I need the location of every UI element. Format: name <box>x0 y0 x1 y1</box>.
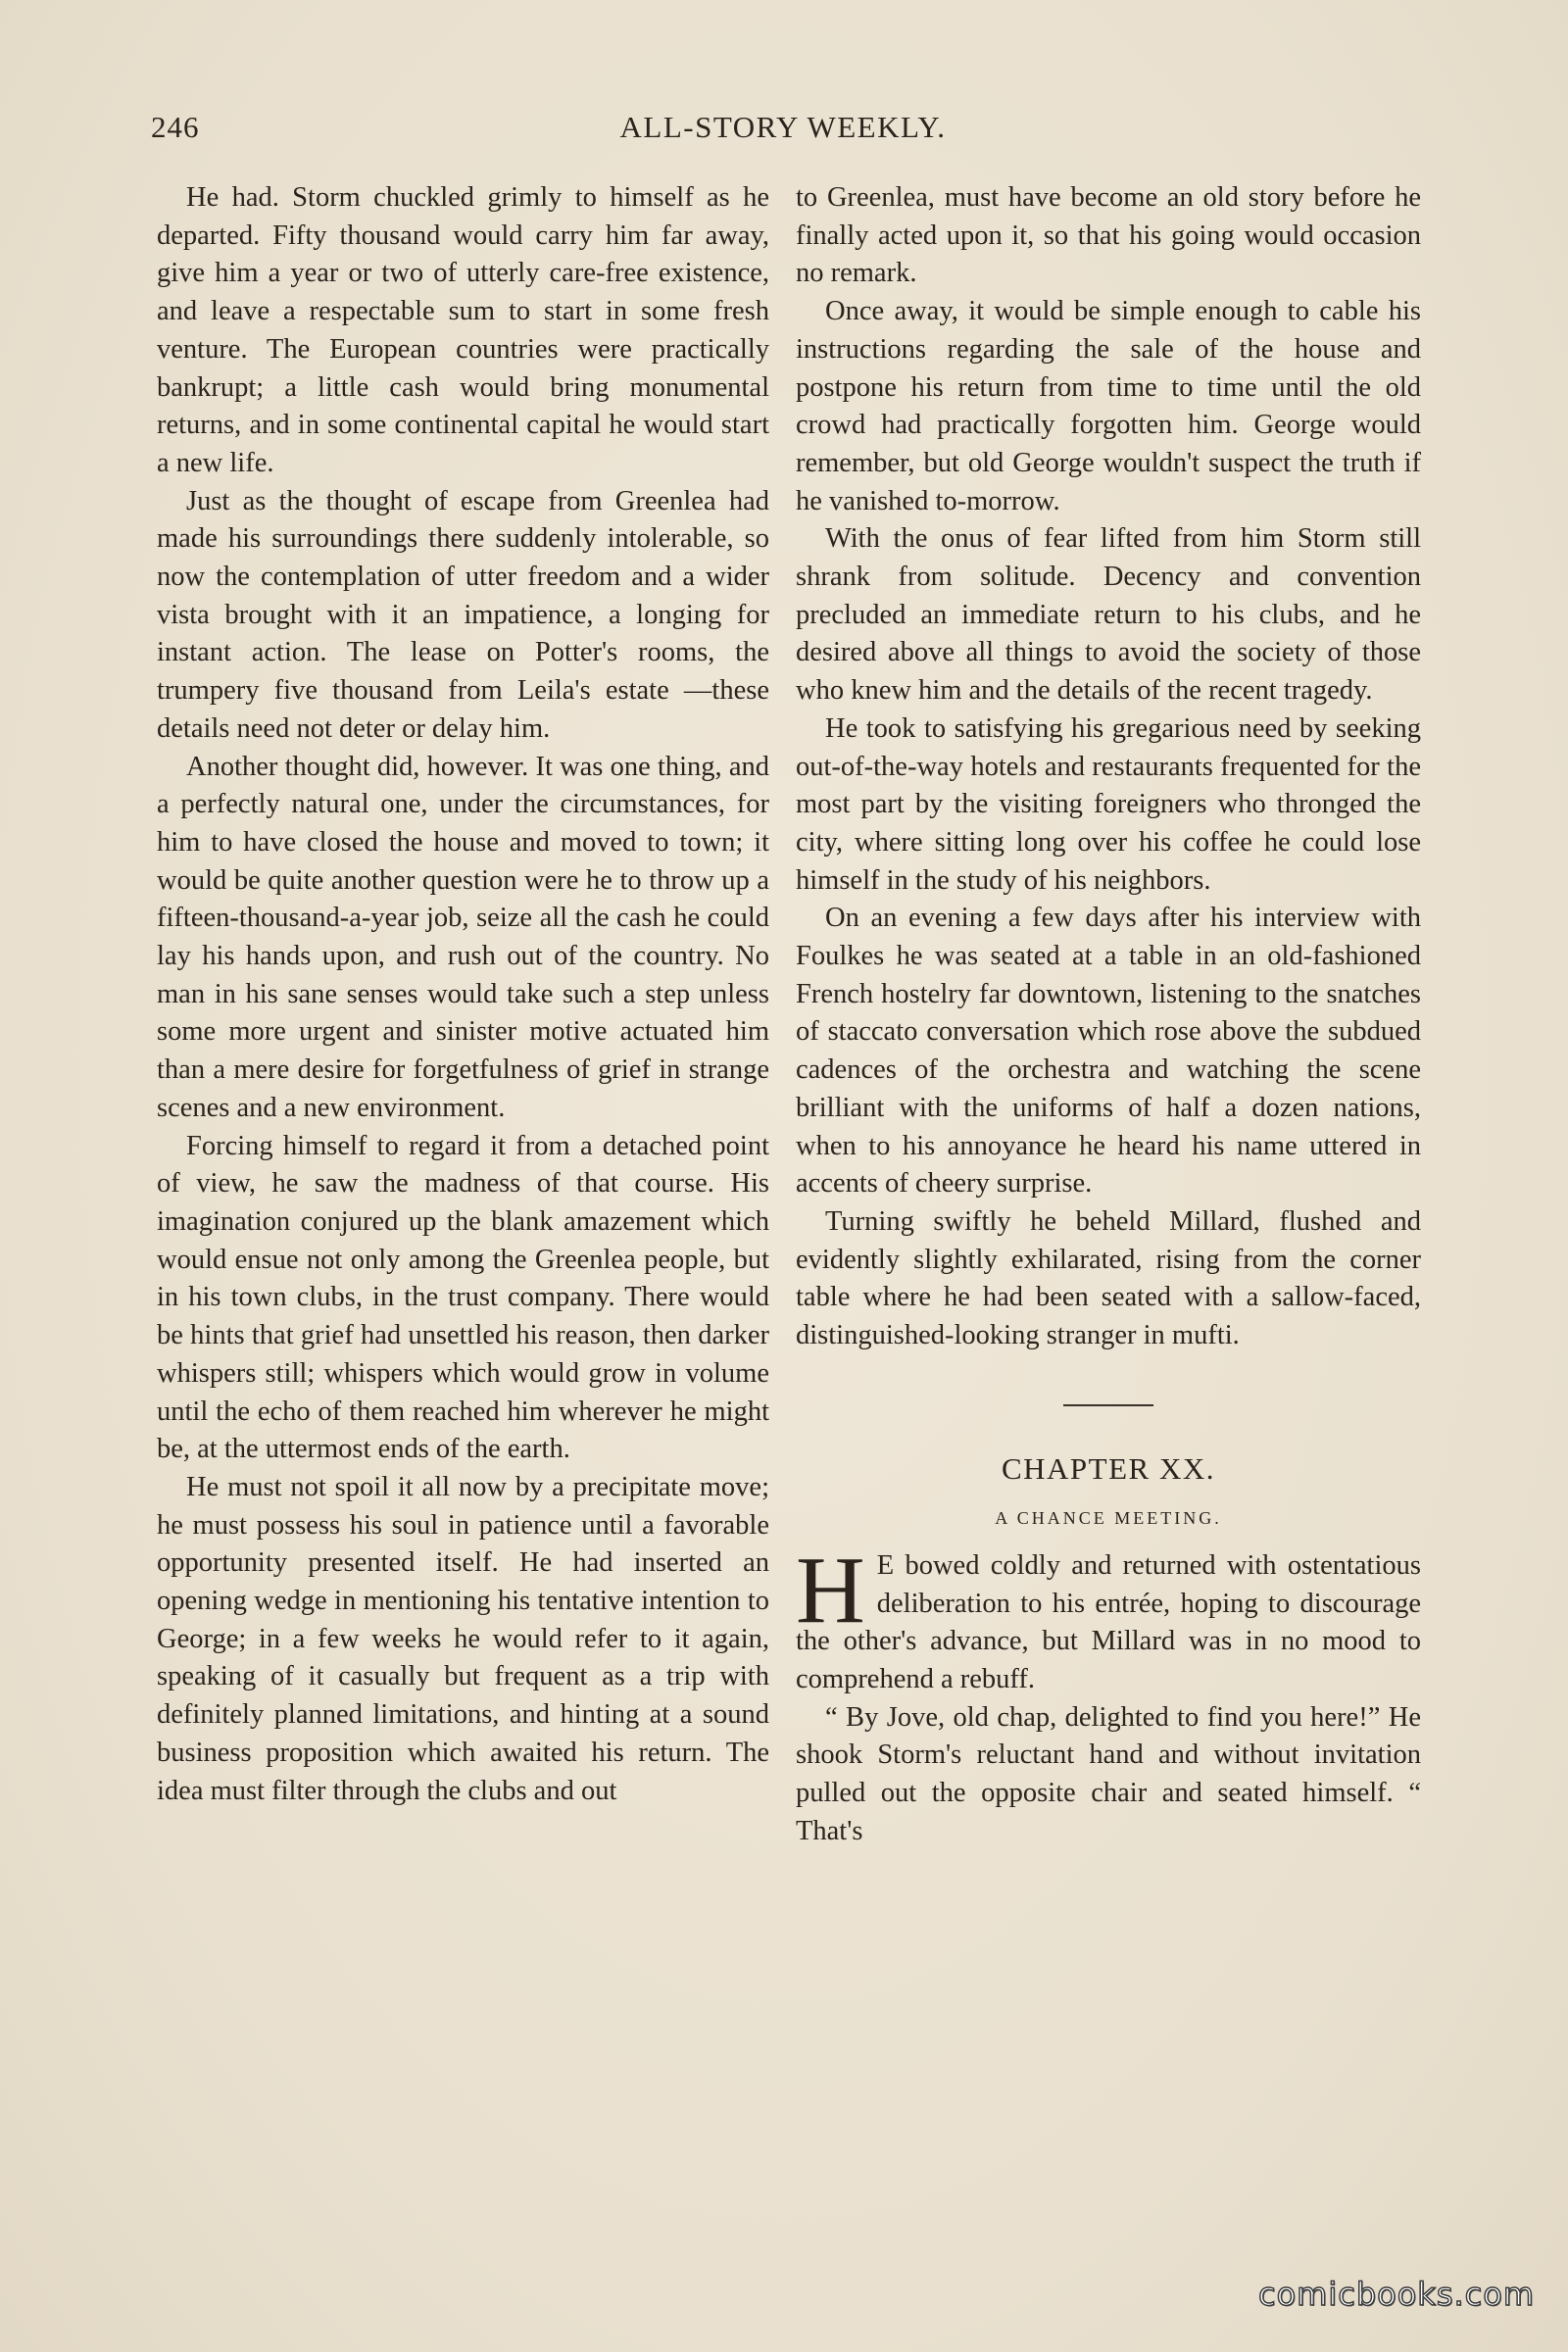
paragraph: He had. Storm chuckled grimly to himself as he departed. Fifty thousand would carry him far away, give him a year or two of utterly care-free existence, and leave a respectable sum to start in some fresh venture. The European countries were practically bankrupt; a little cash would bring monumental returns, and in some continental capital he would start a new life. <box>157 182 769 478</box>
section-divider <box>1063 1404 1153 1406</box>
chapter-opening-text: E bowed coldly and returned with ostentatious deliberation to his entrée, hoping to discourage the other's advance, but Millard was in no mood to comprehend a rebuff. <box>796 1549 1421 1694</box>
running-title: ALL-STORY WEEKLY. <box>619 110 947 144</box>
chapter-title: CHAPTER XX. <box>1001 1450 1215 1486</box>
chapter-subtitle: A CHANCE MEETING. <box>995 1507 1222 1528</box>
paragraph: Just as the thought of escape from Greenlea had made his surroundings there suddenly intolerable, so now the contemplation of utter freedom and a wider vista brought with it an impatience, a longing for instant action. The lease on Potter's rooms, the trumpery five thousand from Leila's estate —these details need not deter or delay him. <box>157 485 769 744</box>
drop-cap: H <box>796 1537 865 1643</box>
paragraph: to Greenlea, must have become an old story before he finally acted upon it, so that his going would occasion no remark. <box>796 182 1421 289</box>
right-column <box>796 179 1421 1850</box>
page-number: 246 <box>151 110 200 144</box>
paragraph: Forcing himself to regard it from a detached point of view, he saw the madness of that course. His imagination conjured up the blank amazement which would ensue not only among the Greenlea people, but in his town clubs, in the trust company. There would be hints that grief had unsettled his reason, then darker whispers still; whispers which would grow in volume until the echo of them reached him wherever he might be, at the uttermost ends of the earth. <box>157 1130 769 1465</box>
paragraph: “ By Jove, old chap, delighted to find you here!” He shook Storm's reluctant hand and without invitation pulled out the opposite chair and seated himself. “ That's <box>796 1701 1421 1846</box>
page-header <box>151 110 1415 159</box>
paragraph: Once away, it would be simple enough to cable his instructions regarding the sale of the house and postpone his return from time to time until the old crowd had practically forgotten him. George would remember, but old George wouldn't suspect the truth if he vanished to-morrow. <box>796 296 1421 516</box>
paragraph: With the onus of fear lifted from him Storm still shrank from solitude. Decency and convention precluded an immediate return to his clubs, and he desired above all things to avoid the society of those who knew him and the details of the recent tragedy. <box>796 523 1421 707</box>
paragraph: He took to satisfying his gregarious need by seeking out-of-the-way hotels and restaurants frequented for the most part by the visiting foreigners who thronged the city, where sitting long over his coffee he could lose himself in the study of his neighbors. <box>796 712 1421 896</box>
watermark-logo: comicbooks.com <box>1257 2276 1535 2313</box>
paragraph: He must not spoil it all now by a precipitate move; he must possess his soul in patience until a favorable opportunity presented itself. He had inserted an opening wedge in mentioning his tentative intention to George; in a few weeks he would refer to it again, speaking of it casually but frequent as a trip with definitely planned limitations, and hinting at a sound business proposition which awaited his return. The idea must filter through the clubs and out <box>157 1471 769 1806</box>
paragraph: Turning swiftly he beheld Millard, flushed and evidently slightly exhilarated, rising from the corner table where he had been seated with a sallow-faced, distinguished-looking stranger in mufti. <box>796 1205 1421 1351</box>
paragraph: On an evening a few days after his interview with Foulkes he was seated at a table in an old-fashioned French hostelry far downtown, listening to the snatches of staccato conversation which rose above the subdued cadences of the orchestra and watching the scene brilliant with the uniforms of half a dozen nations, when to his annoyance he heard his name uttered in accents of cheery surprise. <box>796 903 1421 1200</box>
chapter-opening-paragraph <box>796 1537 1421 1699</box>
paragraph: Another thought did, however. It was one thing, and a perfectly natural one, under the circumstances, for him to have closed the house and moved to town; it would be quite another question were he to throw up a fifteen-thousand-a-year job, seize all the cash he could lay his hands upon, and rush out of the country. No man in his sane senses would take such a step unless some more urgent and sinister motive actuated him than a mere desire for forgetfulness of grief in strange scenes and a new environment. <box>157 751 769 1123</box>
left-column <box>157 179 769 1810</box>
